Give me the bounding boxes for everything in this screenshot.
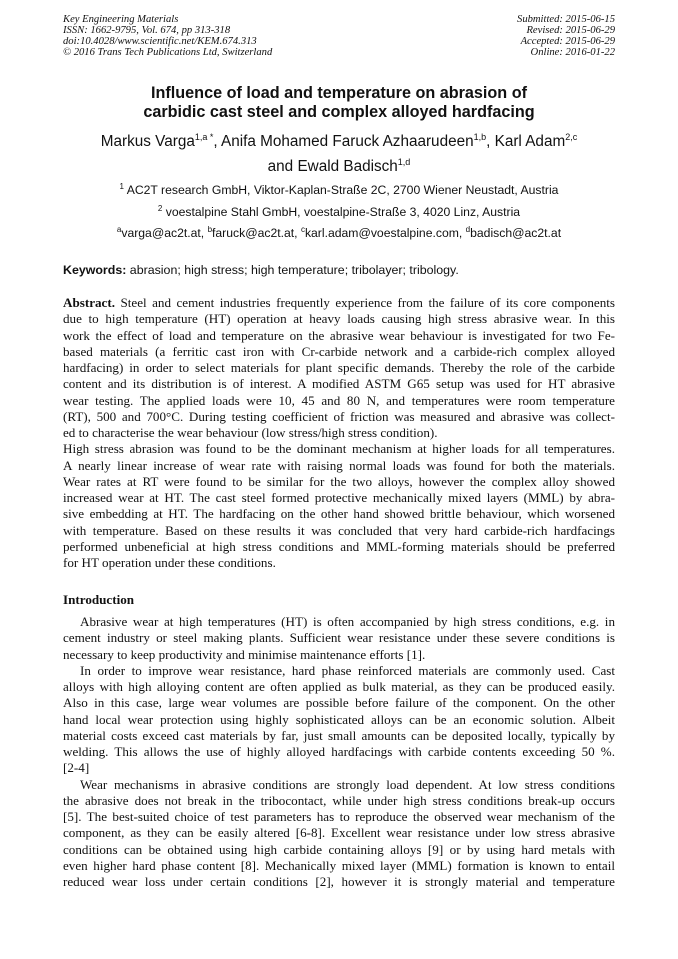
text-line [63,490,615,506]
line-text: Also in this case, large wear volumes are possible before failure of the component. On the other [63,695,615,711]
introduction-body [63,614,615,890]
line-text: necessary to keep productivity and minimise maintenance efforts [1]. [63,646,426,662]
line-text: Wear rates at RT were found to be similar for the two alloys, however the complex alloy showed [63,473,615,489]
issn: ISSN: 1662-9795, Vol. 674, pp 313-318 [63,25,231,36]
line-text: A nearly linear increase of wear rate with raising normal loads was found for both the materials. [63,457,615,473]
line-text: increased wear at HT. The cast steel formed protective mechanically mixed layers (MML) by abra- [63,490,615,505]
line-text: [5]. The best-suited choice of test parameters has to reproduce the observed wear mechanism of the [63,809,615,824]
text-line [63,695,615,711]
text-line [63,328,615,344]
keywords [63,263,459,277]
journal-name: Key Engineering Materials [63,14,179,25]
line-text: component, as they can be easily altered [6-8]. Excellent wear resistance under low stress abrasive [63,825,615,841]
text-line [63,777,615,793]
line-text: reduced wear loss under certain conditions [2], however it is strongly material and temperature [63,874,615,889]
line-text: performed unbeneficial at high stress conditions and MML-forming materials should be preferred [63,538,615,554]
text-line [63,712,615,728]
line-text: for HT operation under these conditions. [63,555,276,570]
author-name: Karl Adam [494,133,566,150]
text-line [63,630,615,646]
email: faruck@ac2t.at, [212,226,301,240]
emails [0,226,678,240]
accepted-date: Accepted: 2015-06-29 [520,36,615,47]
text-line [63,555,615,571]
email: karl.adam@voestalpine.com, [304,226,466,240]
text-line [63,728,615,744]
line-text: material costs exceed cast materials by far, just small amounts can be deposited locally, typically by [63,727,615,743]
text-line [63,393,615,409]
copyright: © 2016 Trans Tech Publications Ltd, Switzerland [63,47,273,58]
text-line [63,679,615,695]
email-sup: c [300,225,305,234]
text-line [63,744,615,760]
text-line [63,295,615,311]
line-text: High stress abrasion was found to be the dominant mechanism at higher loads for all temperatures. [63,441,615,457]
line-text: Wear mechanisms in abrasive conditions are strongly load dependent. At low stress conditions [80,776,615,792]
text-line [63,809,615,825]
text-line [63,425,615,441]
author-name: Anifa Mohamed Faruck Azhaarudeen [221,133,474,150]
line-text: hand local wear protection using highly sophisticated alloys can be an economic solution. Albeit [63,711,615,727]
text-line [63,539,615,555]
line-text: cement industry or steel making plants. Sufficient wear resistance under these severe conditions is [63,630,615,646]
author-sup: 1,d [397,157,411,167]
section-heading-introduction: Introduction [63,592,135,607]
paper-title [0,84,678,122]
affil-sup: 1 [119,182,124,191]
line-text: even higher hard phase content [8]. Mechanically mixed layer (MML) formation is known to entail [63,857,615,873]
text-line [63,458,615,474]
affil-text: AC2T research GmbH, Viktor-Kaplan-Straße 2C, 2700 Wiener Neustadt, Austria [124,183,559,197]
separator: , [213,133,222,150]
abstract-label: Abstract. [63,295,115,310]
text-line [63,474,615,490]
text-line [63,523,615,539]
text-line [63,874,615,890]
text-line [63,663,615,679]
text-line [63,344,615,360]
email-sup: d [465,225,471,234]
text-line [63,409,615,425]
line-text: content and its distribution is of interest. A modified ASTM G65 setup was used for HT abrasive [63,376,615,392]
abstract [63,295,615,571]
line-text: (RT), 500 and 700°C. During testing coefficient of friction was measured and abrasive was collect- [63,408,615,424]
text-line [63,825,615,841]
email: badisch@ac2t.at [470,226,562,240]
line-text: welding. This allows the use of highly alloyed hardfacings with carbide contents exceeding 50 %. [63,744,615,759]
author-sup: 1,b [473,132,487,142]
text-line [63,760,615,776]
line-text: based materials (a ferritic cast iron with Cr-carbide network and a carbide-rich complex alloyed [63,343,615,359]
author-name: Ewald Badisch [297,158,398,175]
affiliation-2 [0,205,678,219]
text-line [63,311,615,327]
title-line: Influence of load and temperature on abrasion of [151,84,527,102]
dates-info [517,14,615,58]
separator: and [267,158,298,175]
line-text: Steel and cement industries frequently experience from the failure of its core components [115,295,615,310]
author-list [0,130,678,179]
author-name: Markus Varga [100,133,195,150]
email-sup: b [207,225,213,234]
online-date: Online: 2016-01-22 [530,47,615,58]
line-text: Abrasive wear at high temperatures (HT) is often accompanied by high stress conditions, e.g. in [80,614,615,629]
line-text: the abrasive does not break in the tribocontact, while under high stress conditions break-up occurs [63,792,615,808]
line-text: In order to improve wear resistance, hard phase reinforced materials are commonly used. Cast [80,662,615,678]
line-text: alloys with high alloying content are often applied as bulk material, as they can be produced easily. [63,679,615,694]
text-line [63,441,615,457]
keywords-text: abrasion; high stress; high temperature; tribolayer; tribology. [126,263,459,277]
doi: doi:10.4028/www.scientific.net/KEM.674.313 [63,36,257,47]
email-sup: a [116,225,122,234]
line-text: work the effect of load and temperature on the abrasive wear behaviour is investigated for two Fe- [63,327,615,343]
text-line [63,614,615,630]
affil-sup: 2 [157,204,163,213]
text-line [63,506,615,522]
email: varga@ac2t.at, [121,226,208,240]
affil-text: voestalpine Stahl GmbH, voestalpine-Straße 3, 4020 Linz, Austria [162,205,521,219]
separator: , [486,133,495,150]
revised-date: Revised: 2015-06-29 [526,25,615,36]
text-line [63,842,615,858]
text-line [63,858,615,874]
submitted-date: Submitted: 2015-06-15 [517,14,615,25]
text-line [63,376,615,392]
author-sup: 2,c [565,132,578,142]
line-text: with temperature. Based on these results it was concluded that very hard carbide-rich hardfacings [63,522,615,538]
author-sup: 1,a * [194,132,214,142]
text-line [63,647,615,663]
text-line [63,360,615,376]
keywords-label: Keywords: [63,263,127,277]
line-text: ed to characterise the wear behaviour (low stress/high stress condition). [63,425,438,440]
line-text: conditions can be obtained using high carbide containing alloys [9] or by using hard metals with [63,841,615,857]
title-line: carbidic cast steel and complex alloyed hardfacing [143,103,535,121]
text-line [63,793,615,809]
line-text: wear testing. The applied loads were 10, 45 and 80 N, and temperatures were room temperature [63,392,615,408]
line-text: hardfacing) in order to select materials for plant specific demands. Thereby the role of the carbide [63,360,615,375]
line-text: due to high temperature (HT) operation at heavy loads causing high stress abrasive wear. In this [63,311,615,327]
line-text: [2-4] [63,760,90,776]
journal-info [63,14,272,58]
line-text: sive embedding at HT. The hardfacing on the other hand showed brittle behaviour, which worsened [63,506,615,522]
affiliation-1 [0,183,678,197]
